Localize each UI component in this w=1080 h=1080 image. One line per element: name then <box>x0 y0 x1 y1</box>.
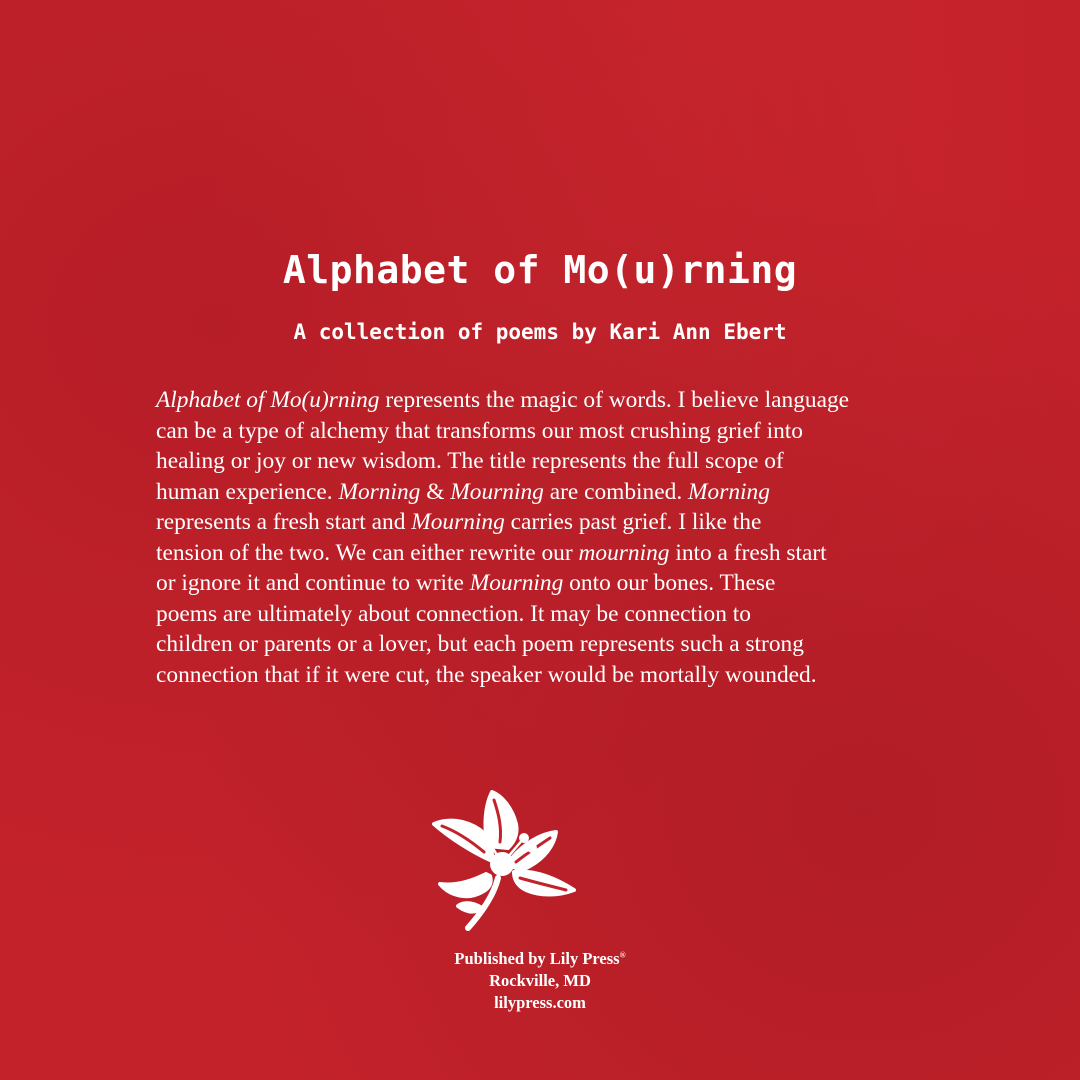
text-run: human experience. <box>156 478 339 505</box>
italic-text-run: mourning <box>578 539 670 566</box>
italic-text-run: Alphabet of Mo(u)rning <box>156 387 380 413</box>
italic-text-run: Mourning <box>411 509 505 535</box>
text-run: tension of the two. We can either rewrite our <box>156 539 579 566</box>
text-run: are combined. <box>543 478 689 505</box>
description-line <box>156 416 876 447</box>
publisher-website: lilypress.com <box>494 993 586 1012</box>
published-by-text: Published by Lily Press <box>454 949 620 968</box>
italic-text-run: Mourning <box>469 570 564 596</box>
text-run: healing or joy or new wisdom. The title represents the full scope of <box>156 448 784 474</box>
text-run: poems are ultimately about connection. It may be connection to <box>156 600 751 627</box>
description-line <box>156 538 876 569</box>
published-by-line <box>0 948 1080 970</box>
publisher-imprint <box>0 948 1080 1014</box>
text-run: carries past grief. I like the <box>504 509 762 535</box>
text-run: into a fresh start <box>669 539 827 566</box>
publisher-location: Rockville, MD <box>489 971 591 990</box>
text-run: can be a type of alchemy that transforms our most crushing grief into <box>156 417 803 444</box>
text-run: connection that if it were cut, the speaker would be mortally wounded. <box>156 661 817 688</box>
book-description <box>156 385 876 690</box>
description-line <box>156 599 876 630</box>
text-run: onto our bones. These <box>563 570 776 596</box>
text-run: children or parents or a lover, but each poem represents such a strong <box>156 631 804 657</box>
italic-text-run: Morning <box>338 478 421 505</box>
text-run: or ignore it and continue to write <box>156 570 470 596</box>
description-line <box>156 446 876 477</box>
description-line <box>156 477 876 508</box>
description-line <box>156 568 876 599</box>
description-line <box>156 507 876 538</box>
book-title: Alphabet of Mo(u)rning <box>282 248 798 292</box>
book-subtitle: A collection of poems by Kari Ann Ebert <box>293 320 787 344</box>
text-run: represents the magic of words. I believe language <box>379 387 850 413</box>
text-run: & <box>420 478 451 505</box>
italic-text-run: Mourning <box>450 478 544 505</box>
description-line <box>156 629 876 660</box>
text-run: represents a fresh start and <box>156 509 412 535</box>
registered-mark: ® <box>619 950 626 960</box>
italic-text-run: Morning <box>688 478 770 505</box>
description-line <box>156 660 876 691</box>
description-line <box>156 385 876 416</box>
lily-flower-icon <box>428 786 580 936</box>
